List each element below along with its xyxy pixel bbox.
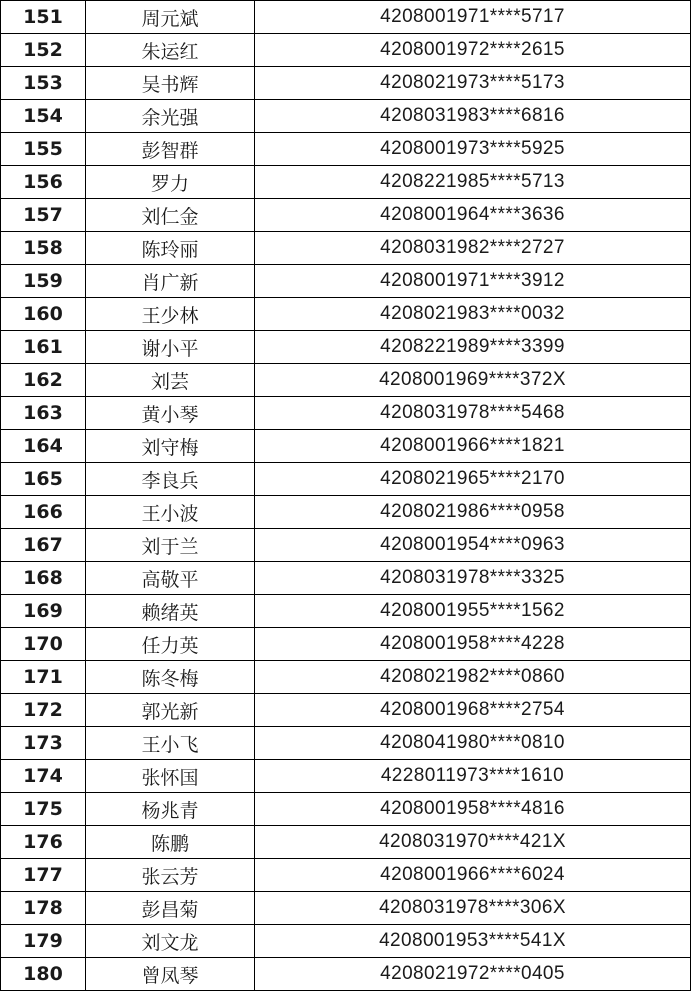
table-row (1, 232, 691, 265)
table-row (1, 463, 691, 496)
row-number-cell: 166 (1, 496, 86, 529)
id-number-cell: 4208001968****2754 (255, 694, 691, 727)
id-number-cell: 4208001958****4228 (255, 628, 691, 661)
table-row (1, 595, 691, 628)
id-number-cell: 4208031983****6816 (255, 100, 691, 133)
table-row (1, 1, 691, 34)
id-number-cell: 4208021982****0860 (255, 661, 691, 694)
table-row (1, 892, 691, 925)
table-row (1, 694, 691, 727)
name-cell: 周元斌 (86, 1, 255, 34)
table-row (1, 562, 691, 595)
name-cell: 谢小平 (86, 331, 255, 364)
id-number-cell: 4208001964****3636 (255, 199, 691, 232)
id-number-cell: 4208001969****372X (255, 364, 691, 397)
id-number-cell: 4208031978****3325 (255, 562, 691, 595)
name-cell: 曾凤琴 (86, 958, 255, 991)
id-number-cell: 4208021986****0958 (255, 496, 691, 529)
name-cell: 吴书辉 (86, 67, 255, 100)
name-cell: 彭智群 (86, 133, 255, 166)
id-number-cell: 4208001971****3912 (255, 265, 691, 298)
id-number-cell: 4208001966****6024 (255, 859, 691, 892)
name-cell: 刘文龙 (86, 925, 255, 958)
row-number-cell: 167 (1, 529, 86, 562)
table-row (1, 496, 691, 529)
name-cell: 李良兵 (86, 463, 255, 496)
row-number-cell: 164 (1, 430, 86, 463)
name-cell: 郭光新 (86, 694, 255, 727)
table-row (1, 826, 691, 859)
table-row (1, 265, 691, 298)
row-number-cell: 168 (1, 562, 86, 595)
row-number-cell: 159 (1, 265, 86, 298)
name-cell: 王小飞 (86, 727, 255, 760)
name-cell: 陈鹏 (86, 826, 255, 859)
row-number-cell: 162 (1, 364, 86, 397)
name-cell: 黄小琴 (86, 397, 255, 430)
name-cell: 陈冬梅 (86, 661, 255, 694)
id-number-cell: 4208001954****0963 (255, 529, 691, 562)
table-row (1, 166, 691, 199)
name-cell: 王少林 (86, 298, 255, 331)
row-number-cell: 180 (1, 958, 86, 991)
row-number-cell: 177 (1, 859, 86, 892)
table-row (1, 859, 691, 892)
roster-body (1, 1, 691, 991)
id-number-cell: 4208041980****0810 (255, 727, 691, 760)
name-cell: 赖绪英 (86, 595, 255, 628)
table-row (1, 67, 691, 100)
table-row (1, 34, 691, 67)
id-number-cell: 4208001973****5925 (255, 133, 691, 166)
row-number-cell: 174 (1, 760, 86, 793)
id-number-cell: 4208001953****541X (255, 925, 691, 958)
id-number-cell: 4208021965****2170 (255, 463, 691, 496)
table-row (1, 430, 691, 463)
name-cell: 张怀国 (86, 760, 255, 793)
name-cell: 张云芳 (86, 859, 255, 892)
row-number-cell: 151 (1, 1, 86, 34)
row-number-cell: 165 (1, 463, 86, 496)
id-number-cell: 4208021983****0032 (255, 298, 691, 331)
row-number-cell: 160 (1, 298, 86, 331)
table-row (1, 397, 691, 430)
name-cell: 高敬平 (86, 562, 255, 595)
name-cell: 刘于兰 (86, 529, 255, 562)
row-number-cell: 171 (1, 661, 86, 694)
row-number-cell: 175 (1, 793, 86, 826)
name-cell: 彭昌菊 (86, 892, 255, 925)
row-number-cell: 155 (1, 133, 86, 166)
name-cell: 朱运红 (86, 34, 255, 67)
row-number-cell: 172 (1, 694, 86, 727)
row-number-cell: 170 (1, 628, 86, 661)
row-number-cell: 158 (1, 232, 86, 265)
name-cell: 陈玲丽 (86, 232, 255, 265)
table-row (1, 760, 691, 793)
name-cell: 刘芸 (86, 364, 255, 397)
id-number-cell: 4208221985****5713 (255, 166, 691, 199)
row-number-cell: 173 (1, 727, 86, 760)
table-row (1, 133, 691, 166)
row-number-cell: 169 (1, 595, 86, 628)
table-row (1, 364, 691, 397)
name-cell: 肖广新 (86, 265, 255, 298)
row-number-cell: 154 (1, 100, 86, 133)
row-number-cell: 157 (1, 199, 86, 232)
name-cell: 杨兆青 (86, 793, 255, 826)
id-number-cell: 4208021972****0405 (255, 958, 691, 991)
id-number-cell: 4208221989****3399 (255, 331, 691, 364)
table-row (1, 727, 691, 760)
id-number-cell: 4208001966****1821 (255, 430, 691, 463)
id-number-cell: 4208001958****4816 (255, 793, 691, 826)
name-cell: 任力英 (86, 628, 255, 661)
id-number-cell: 4208001971****5717 (255, 1, 691, 34)
table-row (1, 628, 691, 661)
row-number-cell: 163 (1, 397, 86, 430)
name-cell: 王小波 (86, 496, 255, 529)
id-number-cell: 4208021973****5173 (255, 67, 691, 100)
id-number-cell: 4208001955****1562 (255, 595, 691, 628)
id-number-cell: 4208031982****2727 (255, 232, 691, 265)
table-row (1, 100, 691, 133)
row-number-cell: 153 (1, 67, 86, 100)
row-number-cell: 178 (1, 892, 86, 925)
row-number-cell: 179 (1, 925, 86, 958)
row-number-cell: 156 (1, 166, 86, 199)
id-number-cell: 4228011973****1610 (255, 760, 691, 793)
id-number-cell: 4208031970****421X (255, 826, 691, 859)
table-row (1, 925, 691, 958)
id-number-cell: 4208031978****5468 (255, 397, 691, 430)
table-row (1, 958, 691, 991)
table-row (1, 331, 691, 364)
name-cell: 刘守梅 (86, 430, 255, 463)
row-number-cell: 161 (1, 331, 86, 364)
id-number-cell: 4208001972****2615 (255, 34, 691, 67)
table-row (1, 298, 691, 331)
id-number-cell: 4208031978****306X (255, 892, 691, 925)
table-row (1, 661, 691, 694)
table-row (1, 793, 691, 826)
name-cell: 余光强 (86, 100, 255, 133)
row-number-cell: 152 (1, 34, 86, 67)
row-number-cell: 176 (1, 826, 86, 859)
table-row (1, 199, 691, 232)
table-row (1, 529, 691, 562)
name-cell: 罗力 (86, 166, 255, 199)
name-cell: 刘仁金 (86, 199, 255, 232)
